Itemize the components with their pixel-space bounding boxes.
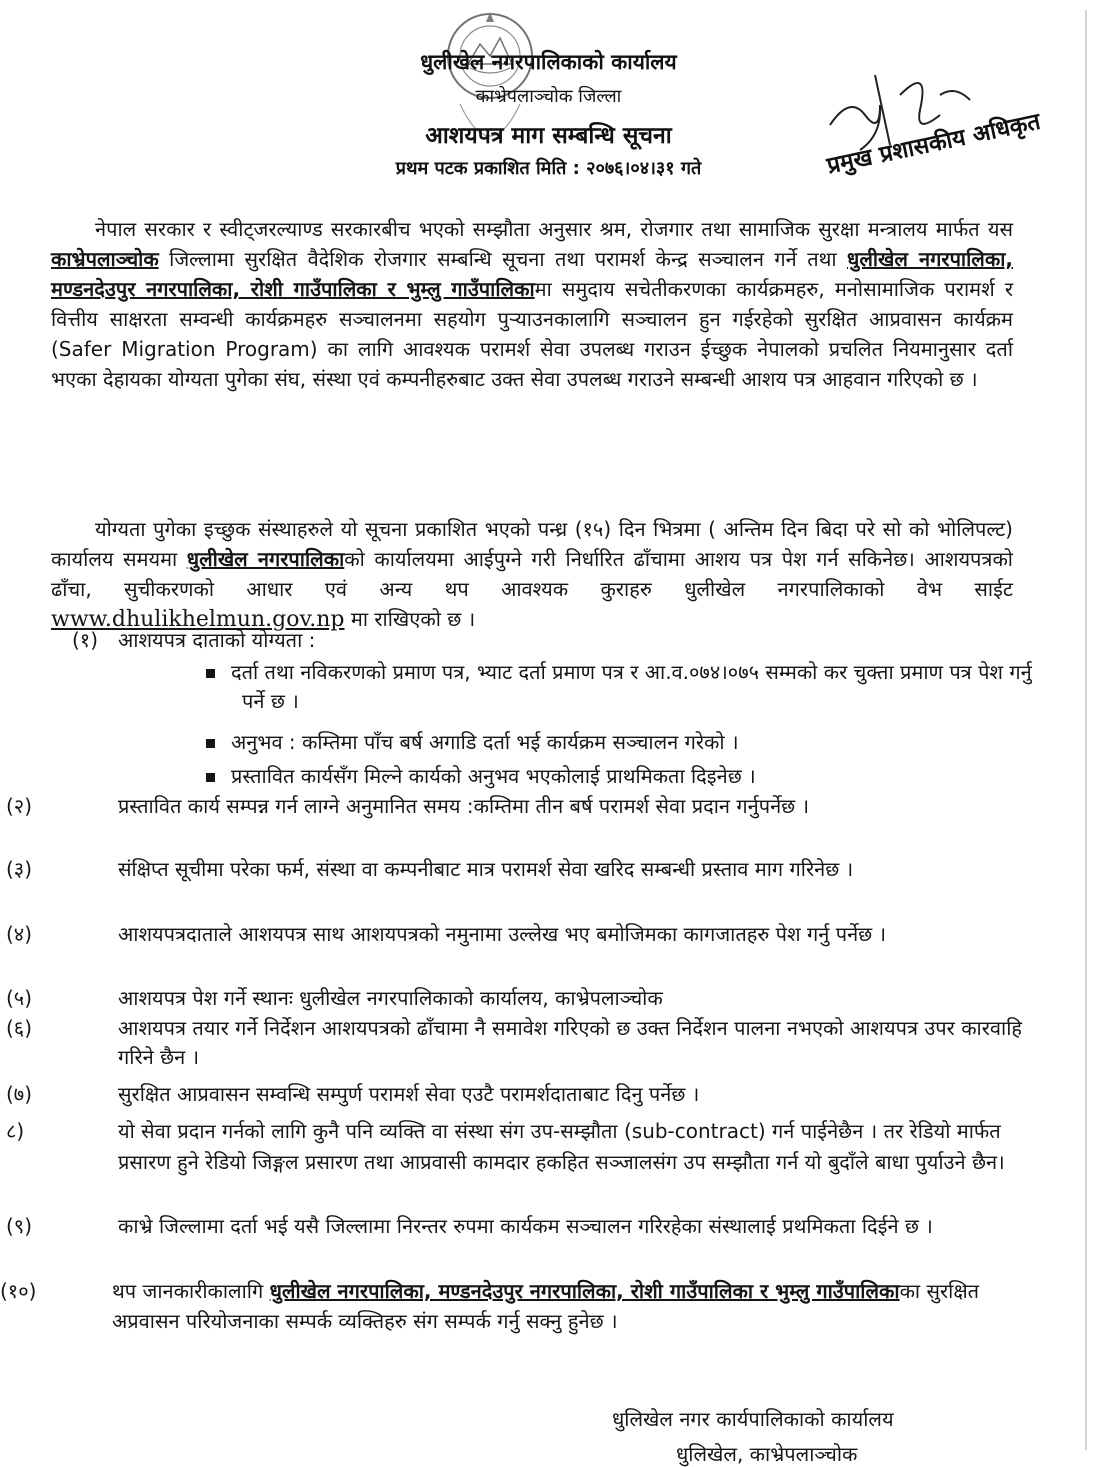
municipality-highlight: धुलीखेल नगरपालिका: [186, 547, 345, 571]
municipalities-highlight: धुलीखेल नगरपालिका, मण्डनदेउपुर नगरपालिका, रोशी गाउँपालिका र भुम्लु गाउँपालिका: [51, 247, 1013, 301]
notice-title: आशयपत्र माग सम्बन्धि सूचना: [425, 123, 672, 149]
bullet-item: दर्ता तथा नविकरणको प्रमाण पत्र, भ्याट दर्ता प्रमाण पत्र र आ.व.०७४।०७५ सम्मको कर चुक्ता प्रमाण पत्र पेश गर्नु पर्ने छ ।: [206, 658, 1032, 716]
officer-stamp: प्रमुख प्रशासकीय अधिकृत: [824, 108, 1043, 180]
list-item: (६) आशयपत्र तयार गर्ने निर्देशन आशयपत्रको ढाँचामा नै समावेश गरिएको छ उक्त निर्देशन पालना नभएको आशयपत्र उपर कारवाहि गरिने छैन ।: [6, 1016, 1023, 1069]
bullet-icon: [206, 739, 215, 748]
list-item: (३) संक्षिप्त सूचीमा परेका फर्म, संस्था वा कम्पनीबाट मात्र परामर्श सेवा खरिद सम्बन्धी प्रस्ताव माग गरिनेछ ।: [6, 857, 854, 881]
district-highlight: काभ्रेपलाञ्चोक: [51, 247, 159, 271]
list-item: ८) यो सेवा प्रदान गर्नको लागि कुनै पनि व्यक्ति वा संस्था संग उप-सम्झौता (sub-contract) गर्न पाईनेछैन । तर रेडियो मार्फत प्रसारण हुने रेडियो जिङ्गल प्रसारण तथा आप्रवासी कामदार हकहित सञ्जालसंग उप सम्झौता गर्न यो बुदाँले बाधा पुर्याउने छैन।: [6, 1119, 1005, 1174]
publish-date: प्रथम पटक प्रकाशित मिति : २०७६।०४।३१ गते: [395, 158, 702, 179]
list-item: (९) काभ्रे जिल्लामा दर्ता भई यसै जिल्लामा निरन्तर रुपमा कार्यकम सञ्चालन गरिरहेका संस्थालाई प्रथमिकता दिईने छ ।: [6, 1214, 933, 1238]
bullet-item: प्रस्तावित कार्यसँग मिल्ने कार्यको अनुभव भएकोलाई प्राथमिकता दिइनेछ ।: [206, 762, 996, 791]
list-item: (१०) थप जानकारीकालागि धुलीखेल नगरपालिका, मण्डनदेउपुर नगरपालिका, रोशी गाउँपालिका र भुम्लु गाउँपालिकाका सुरक्षित अप्रवासन परियोजनाका सम्पर्क व्यक्तिहरु संग सम्पर्क गर्नु सक्नु हुनेछ ।: [0, 1279, 980, 1333]
submission-paragraph: योग्यता पुगेका इच्छुक संस्थाहरुले यो सूचना प्रकाशित भएको पन्ध्र (१५) दिन भित्रमा ( अन्तिम दिन बिदा परे सो को भोलिपल्ट) कार्यालय समयमा धुलीखेल नगरपालिकाको कार्यालयमा आईपुग्ने गरी निर्धारित ढाँचामा आशय पत्र पेश गर्न सकिनेछ। आशयपत्रको ढाँचा, सुचीकरणको आधार एवं अन्य थप आवश्यक कुराहरु धुलीखेल नगरपालिकाको वेभ साईट www.dhulikhelmun.gov.np मा राखिएको छ ।: [51, 517, 1013, 632]
district-name: काभ्रेपलाञ्चोक जिल्ला: [475, 86, 622, 107]
list-item: (७) सुरक्षित आप्रवासन सम्वन्धि सम्पुर्ण परामर्श सेवा एउटै परामर्शदाताबाट दिनु पर्नेछ ।: [6, 1082, 700, 1106]
list-item: (२) प्रस्तावित कार्य सम्पन्न गर्न लाग्ने अनुमानित समय :कम्तिमा तीन बर्ष परामर्श सेवा प्रदान गर्नुपर्नेछ ।: [6, 794, 810, 818]
bullet-item: अनुभव : कम्तिमा पाँच बर्ष अगाडि दर्ता भई कार्यक्रम सञ्चालन गरेको ।: [206, 728, 996, 757]
footer-office: धुलिखेल नगर कार्यपालिकाको कार्यालय: [612, 1407, 894, 1431]
footer-location: धुलिखेल, काभ्रेपलाञ्चोक: [676, 1442, 858, 1466]
website-link[interactable]: www.dhulikhelmun.gov.np: [51, 607, 345, 632]
intro-paragraph: नेपाल सरकार र स्वीट्जरल्याण्ड सरकारबीच भएको सम्झौता अनुसार श्रम, रोजगार तथा सामाजिक सुरक्षा मन्त्रालय मार्फत यस काभ्रेपलाञ्चोक जिल्लामा सुरक्षित वैदेशिक रोजगार सम्बन्धि सूचना तथा परामर्श केन्द्र सञ्चालन गर्ने तथा धुलीखेल नगरपालिका, मण्डनदेउपुर नगरपालिका, रोशी गाउँपालिका र भुम्लु गाउँपालिकामा समुदाय सचेतीकरणका कार्यक्रमहरु, मनोसामाजिक परामर्श र वित्तीय साक्षरता सम्वन्धी कार्यक्रमहरु सञ्चालनमा सहयोग पुऱ्याउनकालागि सञ्चालन हुन गईरहेको सुरक्षित आप्रवासन कार्यक्रम (Safer Migration Program) का लागि आवश्यक परामर्श सेवा उपलब्ध गराउन ईच्छुक नेपालको प्रचलित नियमानुसार दर्ता भएका देहायका योग्यता पुगेका संघ, संस्था एवं कम्पनीहरुबाट उक्त सेवा उपलब्ध गराउने सम्बन्धी आशय पत्र आहवान गरिएको छ ।: [51, 217, 1013, 391]
bullet-icon: [206, 773, 215, 782]
scan-border: [1085, 10, 1087, 1450]
office-name: धुलीखेल नगरपालिकाको कार्यालय: [420, 50, 677, 74]
municipalities-highlight: धुलीखेल नगरपालिका, मण्डनदेउपुर नगरपालिका, रोशी गाउँपालिका र भुम्लु गाउँपालिका: [269, 1279, 900, 1303]
list-item: (४) आशयपत्रदाताले आशयपत्र साथ आशयपत्रको नमुनामा उल्लेख भए बमोजिमका कागजातहरु पेश गर्नु पर्नेछ ।: [6, 922, 887, 946]
list-item: (५) आशयपत्र पेश गर्ने स्थानः धुलीखेल नगरपालिकाको कार्यालय, काभ्रेपलाञ्चोक: [6, 986, 663, 1010]
list-item: (१) आशयपत्र दाताको योग्यता :: [72, 628, 316, 652]
bullet-icon: [206, 669, 215, 678]
